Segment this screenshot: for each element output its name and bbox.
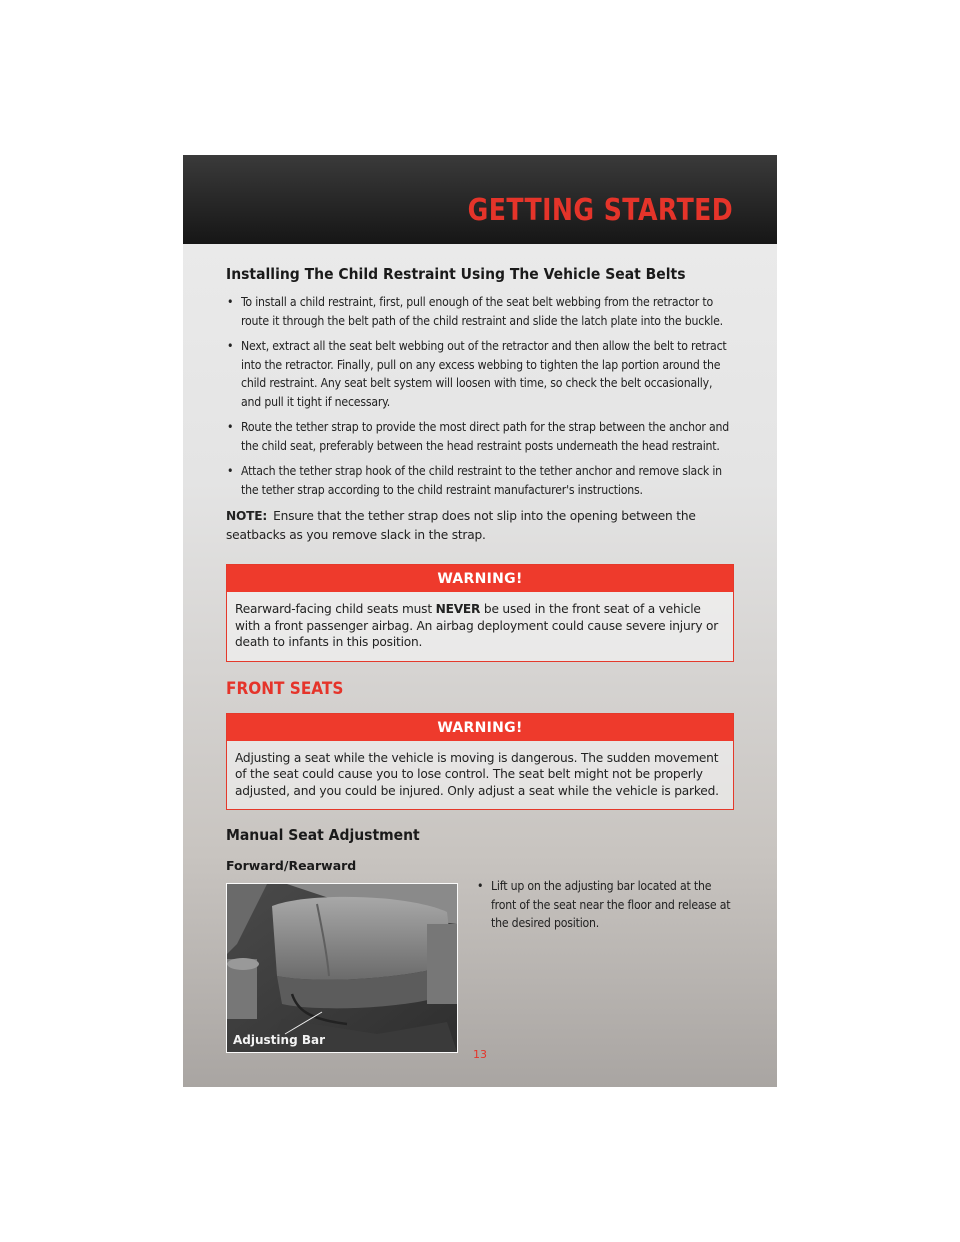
seat-illustration <box>227 884 457 1052</box>
warning-text <box>227 592 733 661</box>
note-label: NOTE: <box>226 509 268 523</box>
warning-text-part: be used in the front seat of a vehicle with a front passenger airbag. An airbag deployment could cause severe injury or death to infants in this position. <box>235 602 719 649</box>
warning-title: WARNING! <box>227 714 733 741</box>
page-header <box>183 155 777 244</box>
installing-bullets <box>226 293 734 499</box>
note-text: Ensure that the tether strap does not slip into the opening between the seatbacks as you remove slack in the strap. <box>226 509 696 542</box>
note-paragraph <box>226 507 734 544</box>
seat-photo <box>226 883 458 1053</box>
seat-adjust-text <box>476 877 736 940</box>
seat-adjust-block <box>226 877 734 1057</box>
warning-text-part: Rearward-facing child seats must <box>235 602 436 616</box>
seat-adjust-bullets <box>476 877 736 933</box>
warning-title: WARNING! <box>227 565 733 592</box>
page-content <box>226 265 734 1057</box>
list-item: • Attach the tether strap hook of the child restraint to the tether anchor and remove slack in the tether strap according to the child restraint manufacturer's instructions. <box>226 462 734 499</box>
warning-box-seat-adjust <box>226 713 734 811</box>
manual-page <box>183 155 777 1087</box>
list-item: • To install a child restraint, first, pull enough of the seat belt webbing from the retractor to route it through the belt path of the child restraint and slide the latch plate into the buckle. <box>226 293 734 330</box>
section-title: GETTING STARTED <box>467 193 733 228</box>
list-item: • Lift up on the adjusting bar located at the front of the seat near the floor and release at the desired position. <box>476 877 736 933</box>
list-item: • Route the tether strap to provide the most direct path for the strap between the anchor and the child seat, preferably between the head restraint posts underneath the head restraint. <box>226 418 734 455</box>
list-item: • Next, extract all the seat belt webbing out of the retractor and then allow the belt to retract into the retractor. Finally, pull on any excess webbing to tighten the lap portion around the child restraint. Any seat belt system will loosen with time, so check the belt occasionally, and pull it tight if necessary. <box>226 337 734 411</box>
front-seats-heading: FRONT SEATS <box>226 678 344 699</box>
warning-text: Adjusting a seat while the vehicle is moving is dangerous. The sudden movement of the seat could cause you to lose control. The seat belt might not be properly adjusted, and you could be injured. Only adjust a seat while the vehicle is parked. <box>235 750 719 798</box>
page-number: 13 <box>473 1048 487 1061</box>
manual-seat-heading: Manual Seat Adjustment <box>226 826 420 844</box>
warning-emphasis: NEVER <box>435 602 481 616</box>
forward-rearward-subheading: Forward/Rearward <box>226 858 357 873</box>
warning-box-child-seat <box>226 564 734 662</box>
image-caption: Adjusting Bar <box>233 1033 325 1047</box>
installing-heading: Installing The Child Restraint Using The Vehicle Seat Belts <box>226 265 686 283</box>
